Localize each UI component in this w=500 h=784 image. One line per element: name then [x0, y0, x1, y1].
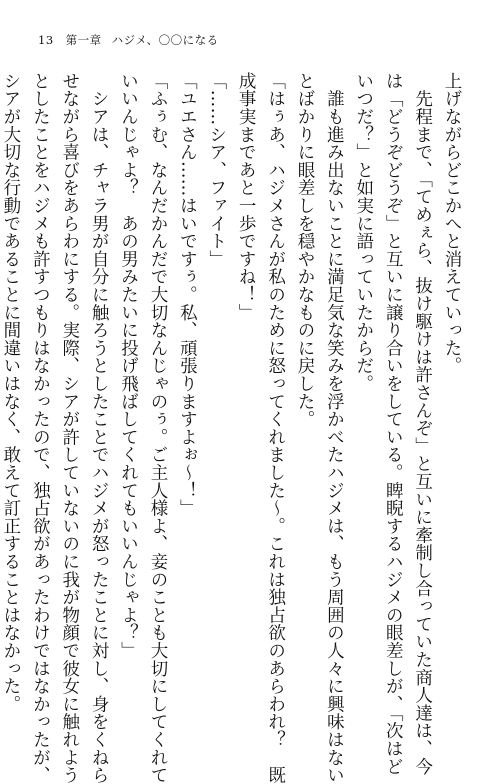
running-header	[38, 32, 219, 48]
chapter-label: 第一章	[65, 33, 102, 47]
text-line: は「どうぞどうぞ」と互いに譲り合いをしている。睥睨するハジメの眼差しが、「次はど	[383, 72, 404, 776]
text-line: 先程まで、「てめぇら、抜け駆けは許さんぞ」と互いに牽制し合っていた商人達は、今	[412, 72, 433, 776]
text-line: シアが大切な行動であることに間違いはなく、敢えて訂正することはなかった。	[0, 72, 21, 713]
text-line: 「はぅあ、ハジメさんが私のために怒ってくれました～。これは独占欲のあらわれ？ 既	[265, 72, 286, 784]
text-line: 「ユエさん……はいですぅ。私、頑張りますよぉ～！」	[177, 72, 198, 517]
text-line: いつだ？」と如実に語っていたからだ。	[353, 72, 374, 393]
page-number: 13	[38, 33, 54, 47]
text-line: 上げながらどこかへと消えていった。	[442, 72, 462, 375]
text-line: 「ふぅむ、なんだかんだで大切なんじゃのぅ。ご主人様よ、妾のことも大切にしてくれて	[147, 72, 168, 784]
text-line: シアは、チャラ男が自分に触ろうとしたことでハジメが怒ったことに対し、身をくねら	[89, 72, 110, 784]
text-line: としたことをハジメも許すつもりはなかったので、独占欲があったわけではなかったが、	[30, 72, 51, 784]
text-line: とばかりに眼差しを穏やかなものに戻した。	[294, 72, 315, 428]
text-line: 「……シア、ファイト」	[206, 72, 227, 268]
vertical-body-text	[0, 72, 466, 784]
text-line: 成事実まであと一歩ですね！」	[236, 72, 257, 322]
text-line: せながら喜びをあらわにする。実際、シアが許していないのに我が物顔で彼女に触れよう	[59, 72, 80, 784]
text-line: 誰も進み出ないことに満足気な笑みを浮かべたハジメは、もう周囲の人々に興味はない	[324, 72, 345, 784]
chapter-title: ハジメ、〇〇になる	[111, 33, 219, 47]
text-line: いいんじゃよ？ あの男みたいに投げ飛ばしてくれてもいいんじゃよ？」	[118, 72, 139, 660]
